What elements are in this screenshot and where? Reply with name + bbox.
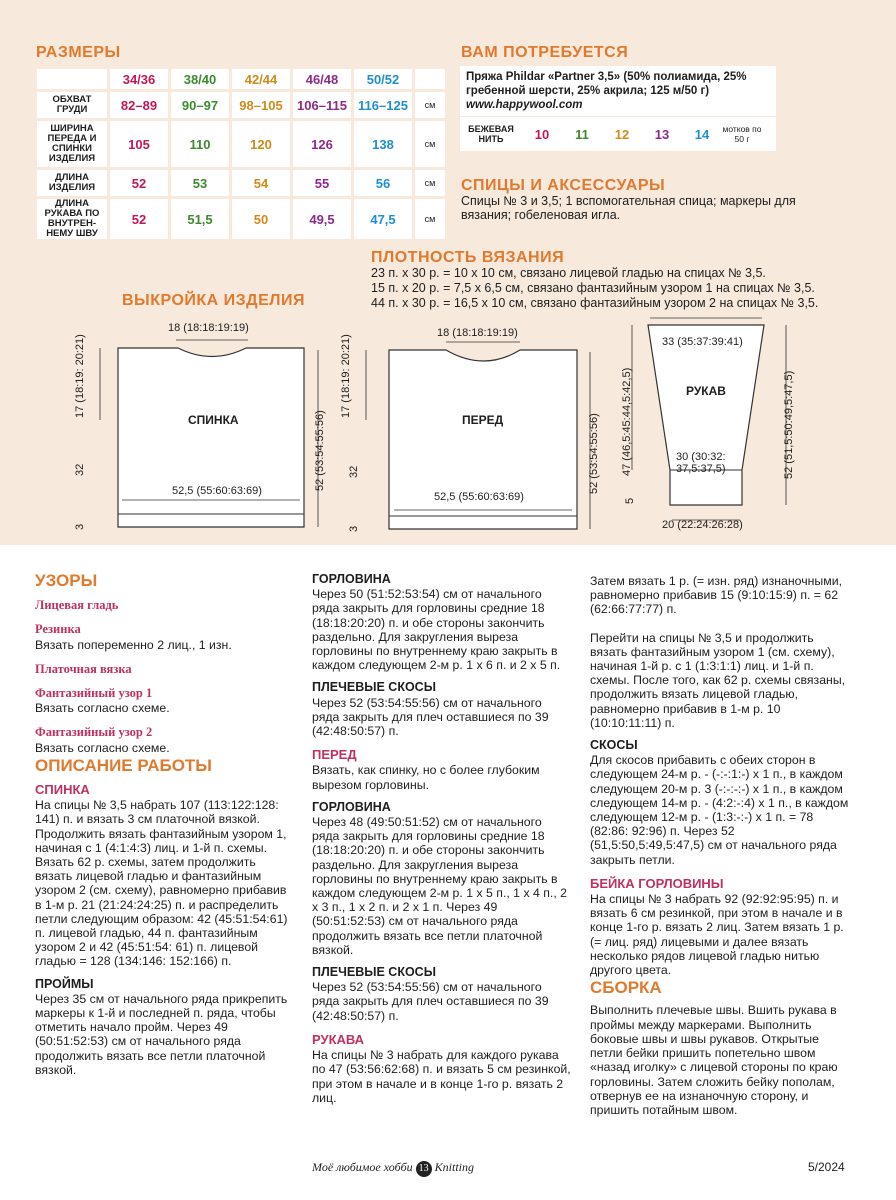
back-length-dim: 52 (53:54:55:56) xyxy=(314,410,326,491)
pattern-text: Вязать попеременно 2 лиц., 1 изн. xyxy=(35,637,232,652)
needles-text: Спицы № 3 и 3,5; 1 вспомогательная спица; маркеры для вязания; гобеленовая игла. xyxy=(461,194,796,222)
cell: 55 xyxy=(293,170,351,196)
row-label: ДЛИНА ИЗДЕЛИЯ xyxy=(37,170,107,196)
column-3 xyxy=(590,570,852,1117)
back-body-dim: 32 xyxy=(74,463,86,476)
front-neck-dim: 18 (18:18:19:19) xyxy=(437,327,518,339)
cell: 116–125 xyxy=(354,92,412,118)
back-rib-dim: 3 xyxy=(74,523,86,530)
unit: см xyxy=(415,92,445,118)
front-text: Вязать, как спинку, но с более глубоким вырезом горловины. xyxy=(312,763,540,792)
yarn-amount: 12 xyxy=(614,126,630,142)
size-header: 46/48 xyxy=(293,69,351,89)
page-number: 13 xyxy=(416,1161,432,1177)
pattern-name: Лицевая гладь xyxy=(35,598,119,613)
yarn-amount: 10 xyxy=(534,126,550,142)
yarn-text: Пряжа Phildar «Partner 3,5» (50% полиамида, 25% гребенной шерсти, 25% акрила; 125 м/50 г) xyxy=(466,71,747,97)
bevels-heading: СКОСЫ xyxy=(590,738,638,753)
brand-name: Knitting xyxy=(434,1160,474,1174)
cell: 49,5 xyxy=(293,199,351,239)
yarn-unit: мотков по 50 г xyxy=(722,124,762,144)
cell: 105 xyxy=(110,121,168,167)
size-header: 50/52 xyxy=(354,69,412,89)
yarn-amount: 14 xyxy=(694,126,710,142)
needles-title: СПИЦЫ И АКСЕССУАРЫ xyxy=(461,177,666,194)
size-header: 38/40 xyxy=(171,69,229,89)
column-2 xyxy=(312,570,572,1105)
sizes-title: РАЗМЕРЫ xyxy=(36,44,121,61)
yarn-color-label: БЕЖЕВАЯ НИТЬ xyxy=(468,124,514,144)
cell: 120 xyxy=(232,121,290,167)
yarn-amount: 13 xyxy=(654,126,670,142)
neckline-heading: ГОРЛОВИНА xyxy=(312,799,391,814)
row-label: ОБХВАТ ГРУДИ xyxy=(37,92,107,118)
neckline-text: Через 48 (49:50:51:52) см от начального ряда закрыть для горловины средние 18 (18:18:20:20) п. и обе стороны закончить раздельно. Для закругления выреза горловины по внутреннему краю закрыть в каждом следующем 2-м р. 1 х 5 п., 1 х 4 п., 2 х 3 п., 1 х 2 п. и 2 х 1 п. Через 49 (50:51:52:53) см от начального ряда продолжить вязать все петли платочной вязкой. xyxy=(312,815,568,957)
front-rib-dim: 3 xyxy=(348,525,360,532)
armholes-text: Через 35 см от начального ряда прикрепить маркеры к 1-й и последней п. ряда, чтобы отметить начало пройм. Через 49 (50:51:52:53) см от начального ряда продолжить вязать все петли платочной вязкой. xyxy=(35,991,288,1077)
pattern-name: Фантазийный узор 1 xyxy=(35,686,153,701)
cell: 106–115 xyxy=(293,92,351,118)
yarn-url[interactable]: www.happywool.com xyxy=(466,99,583,111)
cell: 47,5 xyxy=(354,199,412,239)
cell: 56 xyxy=(354,170,412,196)
front-armhole-dim: 17 (18:19: 20:21) xyxy=(340,334,352,418)
pattern-text: Вязать согласно схеме. xyxy=(35,701,170,716)
cell: 51,5 xyxy=(171,199,229,239)
sleeve-top-dim: 33 (35:37:39:41) xyxy=(662,336,743,348)
sleeve-bottom-dim: 20 (22:24:26:28) xyxy=(662,519,743,531)
cell: 126 xyxy=(293,121,351,167)
sleeve-inner-dim: 47 (46,5:45:44,5:42,5) xyxy=(621,367,633,476)
gauge-title: ПЛОТНОСТЬ ВЯЗАНИЯ xyxy=(371,249,565,266)
issue-number: 5/2024 xyxy=(808,1160,845,1174)
pattern-name: Платочная вязка xyxy=(35,661,132,676)
sleeve-label: РУКАВ xyxy=(686,384,726,398)
neckline-text: Через 50 (51:52:53:54) см от начального ряда закрыть для горловины средние 18 (18:18:20:20) п. и обе стороны закончить раздельно. Для закругления выреза горловины по внутреннему краю закрыть в каждом следующем 2-м р. 1 х 6 п. и 2 х 5 п. xyxy=(312,587,561,673)
sleeve-mid-dim: 30 (30:32: 37,5:37,5) xyxy=(676,451,726,475)
assembly-text: Выполнить плечевые швы. Вшить рукава в проймы между маркерами. Выполнить боковые швы и швы рукавов. Открытые петли бейки пришить попетельно швом «назад иголку» с лицевой стороны по краю горловины. Затем сложить бейку пополам, отвернув ее на изнаночную сторону, и пришить потайным швом. xyxy=(590,1003,838,1117)
cell: 54 xyxy=(232,170,290,196)
unit: см xyxy=(415,199,445,239)
cell: 52 xyxy=(110,199,168,239)
sleeve-cont-text: Перейти на спицы № 3,5 и продолжить вязать фантазийным узором 1 (см. схему), начиная 1-й р. с 1 (1:3:1:1) лиц. и 1-й п. схемы. После того, как 62 р. схемы связаны, продолжить вязать лицевой гладью, равномерно прибавив в 1-м р. 10 (10:10:11:11) п. xyxy=(590,630,846,730)
pattern-name: Фантазийный узор 2 xyxy=(35,725,153,740)
gauge-line: 23 п. х 30 р. = 10 х 10 см, связано лицевой гладью на спицах № 3,5. xyxy=(371,266,766,280)
back-text: На спицы № 3,5 набрать 107 (113:122:128: 141) п. и вязать 3 см платочной вязкой. Продолжить вязать фантазийным узором 1, начиная с 1 (4:1:4:3) лиц. и 1-й п. схемы. Вязать 62 р. схемы, затем продолжить вязать лицевой гладью и фантазийным узором 2 (см. схему), равномерно прибавив в 1-м р. 21 (21:24:24:25) п. и распределить петли следующим образом: 42 (45:51:54:61) п. лицевой гладью, 44 п. фантазийным узором 2 и 42 (45:51:54: 61) п. лицевой гладью = 128 (134:146: 152:166) п. xyxy=(35,798,288,969)
cell: 98–105 xyxy=(232,92,290,118)
cell: 110 xyxy=(171,121,229,167)
front-heading: ПЕРЕД xyxy=(312,747,357,763)
back-armhole-dim: 17 (18:19: 20:21) xyxy=(74,334,86,418)
shoulders-text: Через 52 (53:54:55:56) см от начального ряда закрыть для плеч оставшиеся по 39 (42:48:50:57) п. xyxy=(312,980,549,1023)
back-neck-dim: 18 (18:18:19:19) xyxy=(168,322,249,334)
footer-magazine xyxy=(312,1160,474,1177)
row-label: ШИРИНА ПЕРЕДА И СПИНКИ ИЗДЕЛИЯ xyxy=(37,121,107,167)
sleeves-heading: РУКАВА xyxy=(312,1031,365,1047)
size-header: 34/36 xyxy=(110,69,168,89)
magazine-name: Моё любимое хобби xyxy=(312,1160,413,1174)
sleeve-cuff-dim: 5 xyxy=(624,497,636,504)
sleeves-text: На спицы № 3 набрать для каждого рукава по 47 (53:56:62:68) п. и вязать 5 см резинкой, при этом в начале и в конце 1-го р. вязать 2 лиц. xyxy=(312,1048,571,1105)
back-width-dim: 52,5 (55:60:63:69) xyxy=(172,485,262,497)
work-heading: ОПИСАНИЕ РАБОТЫ xyxy=(35,755,212,775)
cell: 50 xyxy=(232,199,290,239)
gauge-line: 44 п. х 30 р. = 16,5 х 10 см, связано фантазийным узором 2 на спицах № 3,5. xyxy=(371,296,819,310)
patterns-heading: УЗОРЫ xyxy=(35,571,98,590)
cell: 82–89 xyxy=(110,92,168,118)
cell: 52 xyxy=(110,170,168,196)
sleeve-cont-text: Затем вязать 1 р. (= изн. ряд) изнаночными, равномерно прибавив 15 (9:10:15:9) п. = 62 (62:66:77:77) п. xyxy=(590,574,842,617)
armholes-heading: ПРОЙМЫ xyxy=(35,976,94,991)
assembly-heading: СБОРКА xyxy=(590,978,662,998)
neckband-heading: БЕЙКА ГОРЛОВИНЫ xyxy=(590,875,724,891)
unit: см xyxy=(415,121,445,167)
front-body-dim: 32 xyxy=(348,465,360,478)
size-header: 42/44 xyxy=(232,69,290,89)
materials-title: ВАМ ПОТРЕБУЕТСЯ xyxy=(461,44,629,61)
sleeve-outer-dim: 52 (51,5:50:49,5:47,5) xyxy=(783,370,795,479)
front-label: ПЕРЕД xyxy=(462,413,504,427)
bevels-text: Для скосов прибавить с обеих сторон в следующем 24-м р. - (-:-:1:-) х 1 п., в каждом следующем 20-м р. 3 (-:-:-:-) х 1 п., в каждом следующем 14-м р. - (4:2:-:4) х 1 п., в каждом следующем 12-м р. - (1:3:-:-) х 1 п. = 78 (82:86: 92:96) п. Через 52 (51,5:50,5:49,5:47,5) см от начального ряда закрыть петли. xyxy=(590,753,849,867)
front-width-dim: 52,5 (55:60:63:69) xyxy=(434,491,524,503)
cell: 138 xyxy=(354,121,412,167)
gauge-line: 15 п. х 20 р. = 7,5 х 6,5 см, связано фантазийным узором 1 на спицах № 3,5. xyxy=(371,281,815,295)
pattern-diagram xyxy=(0,0,896,545)
neckline-heading: ГОРЛОВИНА xyxy=(312,572,391,586)
cell: 90–97 xyxy=(171,92,229,118)
shoulders-heading: ПЛЕЧЕВЫЕ СКОСЫ xyxy=(312,680,436,695)
column-1 xyxy=(35,570,295,1077)
yarn-amount: 11 xyxy=(575,126,589,142)
neckband-text: На спицы № 3 набрать 92 (92:92:95:95) п. и вязать 6 см резинкой, при этом в начале и в конце 1-го р. вязать 2 лиц. Затем вязать 1 р. (= лиц. ряд) лицевыми и далее вязать несколько рядов лицевой гладью нитью другого цвета. xyxy=(590,892,844,978)
shoulders-text: Через 52 (53:54:55:56) см от начального ряда закрыть для плеч оставшиеся по 39 (42:48:50:57) п. xyxy=(312,695,549,739)
sleeve-shape xyxy=(648,325,764,505)
cell: 53 xyxy=(171,170,229,196)
pattern-name: Резинка xyxy=(35,622,81,637)
shoulders-heading: ПЛЕЧЕВЫЕ СКОСЫ xyxy=(312,965,436,980)
row-label: ДЛИНА РУКАВА ПО ВНУТРЕН-НЕМУ ШВУ xyxy=(37,199,107,239)
pattern-text: Вязать согласно схеме. xyxy=(35,740,170,755)
pattern-title: ВЫКРОЙКА ИЗДЕЛИЯ xyxy=(122,292,305,309)
back-heading: СПИНКА xyxy=(35,782,90,798)
unit: см xyxy=(415,170,445,196)
back-label: СПИНКА xyxy=(188,413,239,427)
front-length-dim: 52 (53:54:55:56) xyxy=(588,413,600,494)
